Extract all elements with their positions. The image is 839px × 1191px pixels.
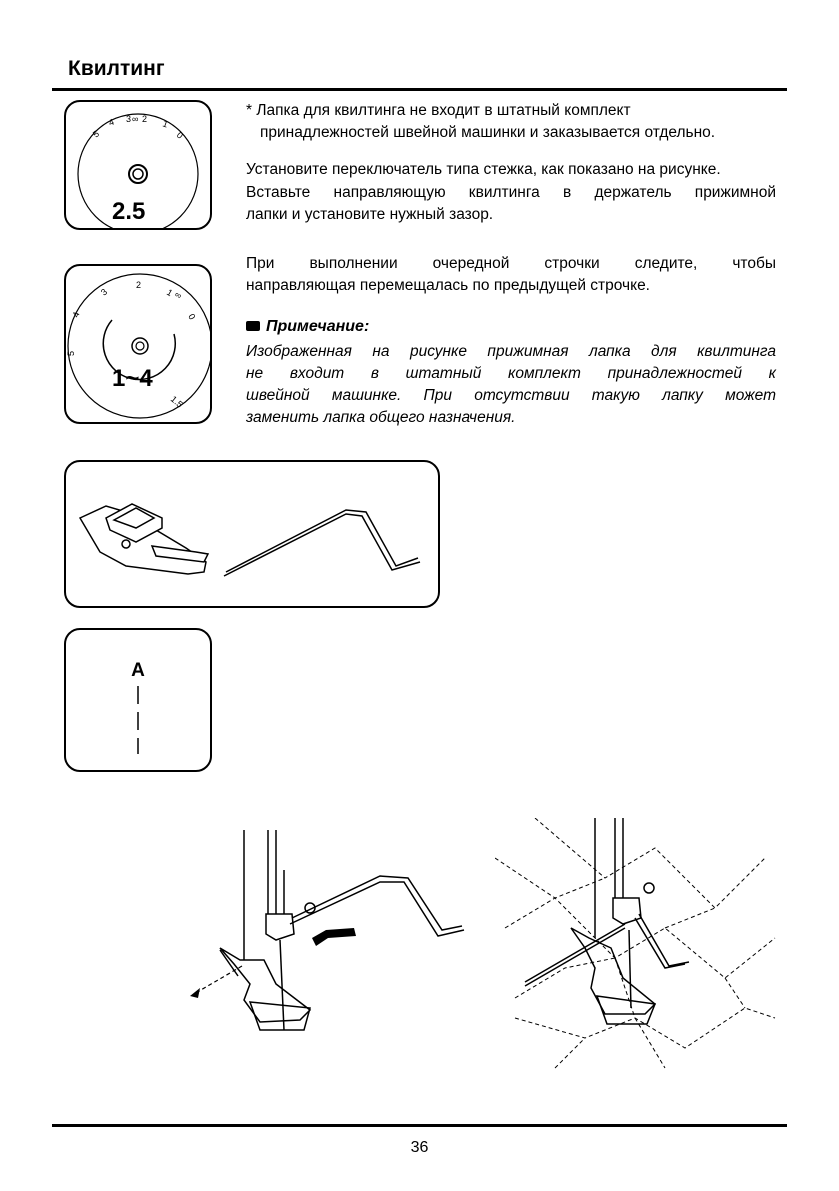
note-line-1: Изображенная на рисунке прижимная лапка для квилтинга bbox=[246, 343, 776, 360]
note-heading-label: Примечание: bbox=[266, 318, 370, 335]
dial-bottom-infinity: ∞ bbox=[173, 289, 184, 301]
bottom-rule bbox=[52, 1124, 787, 1127]
straight-stitch-icon bbox=[66, 684, 210, 764]
dial-top-tick-4: 4 bbox=[107, 116, 116, 128]
dial-bottom-tick-15: 1.5 bbox=[168, 393, 185, 410]
follow-text bbox=[246, 253, 776, 297]
dial-box-bottom bbox=[64, 264, 212, 424]
note-body bbox=[246, 341, 776, 429]
stitch-width-dial-icon bbox=[66, 102, 210, 228]
stitch-length-dial-icon bbox=[66, 266, 210, 422]
footnote-line-2: принадлежностей швейной машинки и заказывается отдельно. bbox=[260, 124, 716, 141]
follow-line-1: При выполнении очередной строчки следите, чтобы bbox=[246, 255, 776, 272]
dial-bottom-tick-4: 4 bbox=[70, 310, 82, 319]
dial-top-tick-0: 0 bbox=[174, 129, 185, 141]
top-rule bbox=[52, 88, 787, 91]
stitch-label: A bbox=[131, 660, 145, 681]
dial-top-tick-5: 5 bbox=[90, 128, 102, 140]
footnote-line-1: * Лапка для квилтинга не входит в штатный комплект bbox=[246, 102, 631, 119]
stitch-pattern-box bbox=[64, 628, 212, 772]
quilting-foot-icon bbox=[80, 504, 208, 574]
page-title: Квилтинг bbox=[68, 57, 165, 80]
quilting-guide-icon bbox=[224, 510, 420, 576]
dial-bottom-tick-1: 1 bbox=[165, 287, 175, 299]
dial-bottom-tick-5: 5 bbox=[66, 350, 76, 356]
dial-bottom-tick-3: 3 bbox=[98, 286, 110, 298]
dial-top-tick-2: 2 bbox=[142, 114, 148, 124]
dial-box-top bbox=[64, 100, 212, 230]
note-icon bbox=[246, 321, 260, 331]
direction-arrow-icon bbox=[312, 928, 356, 946]
dial-top-tick-3: 3 bbox=[126, 114, 132, 124]
dial-bottom-tick-2: 2 bbox=[136, 280, 142, 290]
quilting-foot-box bbox=[64, 460, 440, 608]
dial-bottom-value: 1~4 bbox=[112, 365, 153, 392]
insert-guide-line-1: Вставьте направляющую квилтинга в держатель прижимной bbox=[246, 184, 776, 201]
note-line-2: не входит в штатный комплект принадлежностей к bbox=[246, 365, 776, 382]
quilting-in-progress-illustration bbox=[495, 818, 785, 1088]
dial-bottom-tick-0: 0 bbox=[186, 312, 198, 322]
insert-guide-text bbox=[246, 182, 776, 226]
note-line-3: швейной машинке. При отсутствии такую лапку может bbox=[246, 387, 776, 404]
insert-guide-line-2: лапки и установите нужный зазор. bbox=[246, 206, 494, 223]
page-number: 36 bbox=[410, 1139, 429, 1156]
dial-top-value: 2.5 bbox=[112, 198, 146, 225]
footnote bbox=[246, 100, 715, 144]
quilting-foot-and-guide-icon bbox=[66, 462, 438, 606]
follow-line-2: направляющая перемещалась по предыдущей строчке. bbox=[246, 277, 650, 294]
set-switch-text: Установите переключатель типа стежка, как показано на рисунке. bbox=[246, 161, 721, 178]
attaching-guide-illustration bbox=[180, 830, 480, 1060]
dial-top-tick-1: 1 bbox=[161, 118, 170, 130]
note-heading bbox=[246, 318, 369, 336]
dial-top-infinity: ∞ bbox=[132, 114, 139, 124]
note-line-4: заменить лапка общего назначения. bbox=[246, 409, 516, 426]
